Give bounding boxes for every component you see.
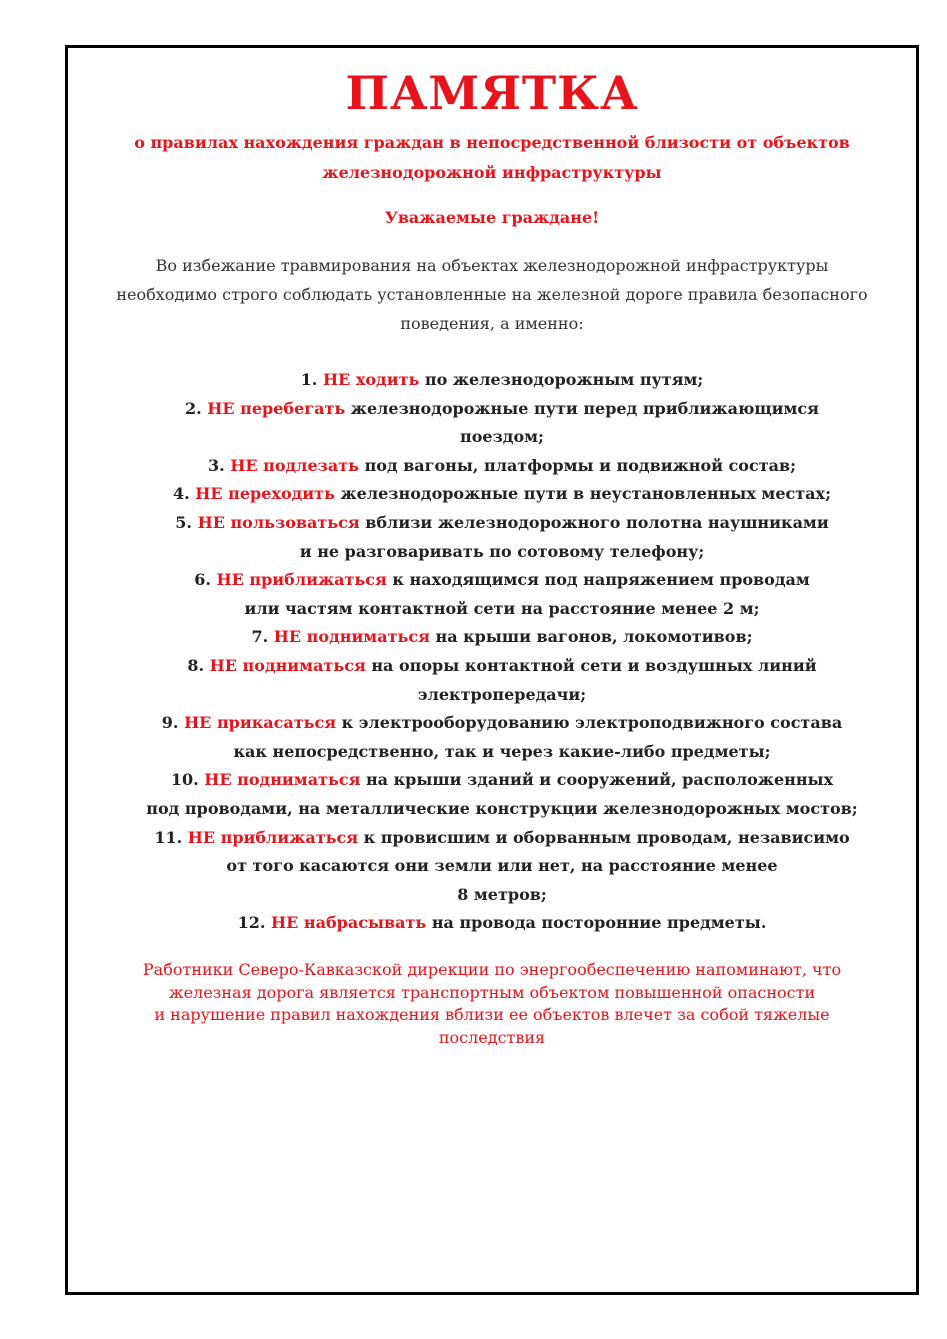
footer-line: Работники Северо-Кавказской дирекции по энергообеспечению напоминают, что: [142, 960, 842, 979]
rule-prohibition: НЕ приближаться: [187, 827, 359, 847]
intro-line: Во избежание травмирования на объектах железнодорожной инфраструктуры: [155, 256, 829, 275]
rule-item-continuation: от того касаются они земли или нет, на расстояние менее: [226, 856, 778, 876]
rule-number: 8.: [187, 655, 210, 675]
greeting: Уважаемые граждане!: [384, 208, 600, 227]
rule-item: [98, 566, 906, 595]
rule-text: под вагоны, платформы и подвижной состав;: [359, 455, 797, 475]
footer-line: и нарушение правил нахождения вблизи ее объектов влечет за собой тяжелые: [154, 1005, 830, 1024]
rule-item-continuation: и не разговаривать по сотовому телефону;: [299, 541, 705, 561]
footer-warning: [98, 959, 886, 1049]
rule-number: 10.: [170, 770, 205, 790]
rule-prohibition: НЕ перебегать: [207, 398, 346, 418]
rule-text: на провода посторонние предметы.: [426, 913, 767, 933]
rule-item-continuation: 8 метров;: [457, 884, 547, 904]
document-border: [65, 45, 919, 1295]
rule-number: 11.: [154, 827, 188, 847]
subtitle-line: железнодорожной инфраструктуры: [322, 163, 662, 182]
rule-item: [98, 709, 906, 738]
subtitle: [88, 128, 896, 188]
rule-number: 2.: [185, 398, 208, 418]
rule-text: по железнодорожным путям;: [419, 370, 704, 389]
rule-text: к электрооборудованию электроподвижного состава: [336, 713, 843, 733]
rule-item-continuation: как непосредственно, так и через какие-либо предметы;: [233, 741, 771, 761]
rule-item-continuation: или частям контактной сети на расстояние менее 2 м;: [244, 598, 760, 618]
rule-number: 4.: [173, 484, 196, 504]
rule-prohibition: НЕ подниматься: [209, 655, 366, 675]
intro-paragraph: [86, 251, 898, 338]
intro-line: поведения, а именно:: [400, 314, 584, 333]
rule-text: к провисшим и оборванным проводам, независимо: [358, 827, 850, 847]
subtitle-line: о правилах нахождения граждан в непосредственной близости от объектов: [134, 133, 850, 152]
rule-item: [98, 452, 906, 481]
rule-item: [98, 509, 906, 538]
rule-text: на крыши вагонов, локомотивов;: [429, 627, 753, 647]
rule-text: к находящимся под напряжением проводам: [386, 570, 810, 590]
rule-text: на опоры контактной сети и воздушных линий: [365, 655, 817, 675]
rules-list: [98, 366, 906, 938]
rule-prohibition: НЕ приближаться: [216, 570, 387, 590]
rule-number: 9.: [161, 713, 185, 733]
footer-line: железная дорога является транспортным объектом повышенной опасности: [168, 982, 816, 1002]
rule-item: [98, 652, 906, 681]
rule-prohibition: НЕ пользоваться: [197, 512, 360, 532]
rule-item-continuation: электропередачи;: [417, 684, 587, 704]
rule-text: на крыши зданий и сооружений, расположенных: [360, 770, 834, 790]
rule-text: вблизи железнодорожного полотна наушниками: [359, 512, 829, 532]
rule-number: 6.: [194, 570, 217, 590]
footer-line: последствия: [438, 1027, 546, 1047]
rule-item-continuation: поездом;: [460, 427, 544, 447]
rule-item: [98, 766, 906, 795]
rule-number: 3.: [207, 455, 231, 475]
rule-number: 1.: [300, 370, 323, 389]
rule-prohibition: НЕ подлезать: [230, 455, 359, 475]
rule-prohibition: НЕ подниматься: [204, 770, 361, 790]
intro-line: необходимо строго соблюдать установленные на железной дороге правила безопасного: [116, 285, 868, 304]
rule-item: [98, 395, 906, 424]
rule-text: железнодорожные пути в неустановленных местах;: [334, 484, 831, 504]
rule-item: [98, 909, 906, 938]
rule-prohibition: НЕ набрасывать: [271, 913, 427, 933]
rule-item: [98, 824, 906, 853]
rule-number: 5.: [175, 512, 198, 532]
rule-prohibition: НЕ прикасаться: [184, 713, 337, 733]
rule-item: [98, 623, 906, 652]
rule-number: 7.: [251, 627, 274, 647]
rule-prohibition: НЕ подниматься: [273, 627, 430, 647]
page-title: ПАМЯТКА: [345, 66, 639, 120]
rule-number: 12.: [237, 913, 272, 933]
rule-prohibition: НЕ ходить: [322, 370, 420, 389]
rule-text: железнодорожные пути перед приближающимся: [345, 398, 819, 418]
rule-prohibition: НЕ переходить: [195, 484, 335, 504]
rule-item-continuation: под проводами, на металлические конструкции железнодорожных мостов;: [146, 798, 858, 818]
rule-item: [98, 366, 906, 395]
rule-item: [98, 480, 906, 509]
